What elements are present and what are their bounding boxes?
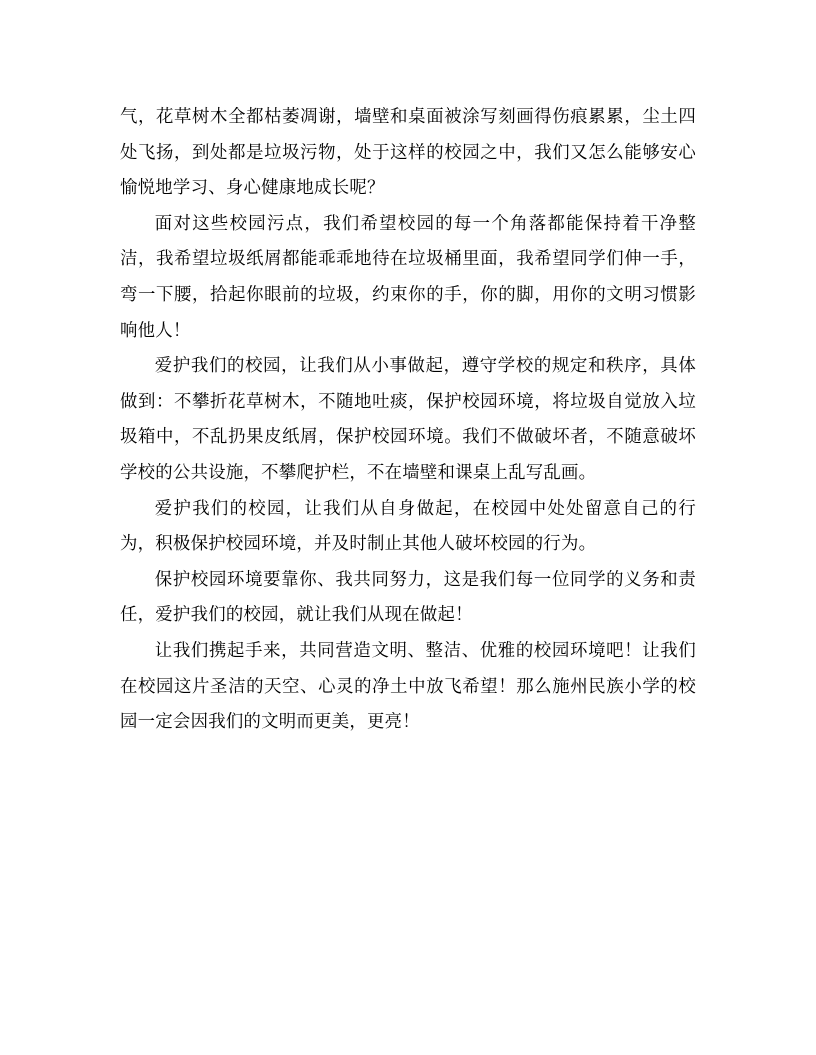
paragraph-4: 爱护我们的校园，让我们从自身做起，在校园中处处留意自己的行为，积极保护校园环境，并及时制止其他人破坏校园的行为。 — [120, 498, 696, 555]
paragraph-2: 面对这些校园污点，我们希望校园的每一个角落都能保持着干净整洁，我希望垃圾纸屑都能乖乖地待在垃圾桶里面，我希望同学们伸一手，弯一下腰，拾起你眼前的垃圾，约束你的手，你的脚，用你的文明习惯影响他人！ — [120, 213, 696, 341]
paragraph-1: 气，花草树木全都枯萎凋谢，墙壁和桌面被涂写刻画得伤痕累累，尘土四处飞扬，到处都是垃圾污物，处于这样的校园之中，我们又怎么能够安心愉悦地学习、身心健康地成长呢？ — [120, 107, 696, 199]
paragraph-6: 让我们携起手来，共同营造文明、整洁、优雅的校园环境吧！让我们在校园这片圣洁的天空、心灵的净土中放飞希望！那么施州民族小学的校园一定会因我们的文明而更美，更亮！ — [120, 640, 696, 733]
paragraph-5: 保护校园环境要靠你、我共同努力，这是我们每一位同学的义务和责任，爱护我们的校园，就让我们从现在做起！ — [120, 569, 696, 626]
document-body — [120, 100, 696, 741]
paragraph-3: 爱护我们的校园，让我们从小事做起，遵守学校的规定和秩序，具体做到：不攀折花草树木，不随地吐痰，保护校园环境，将垃圾自觉放入垃圾箱中，不乱扔果皮纸屑，保护校园环境。我们不做破坏者，不随意破坏学校的公共设施，不攀爬护栏，不在墙壁和课桌上乱写乱画。 — [120, 356, 696, 483]
